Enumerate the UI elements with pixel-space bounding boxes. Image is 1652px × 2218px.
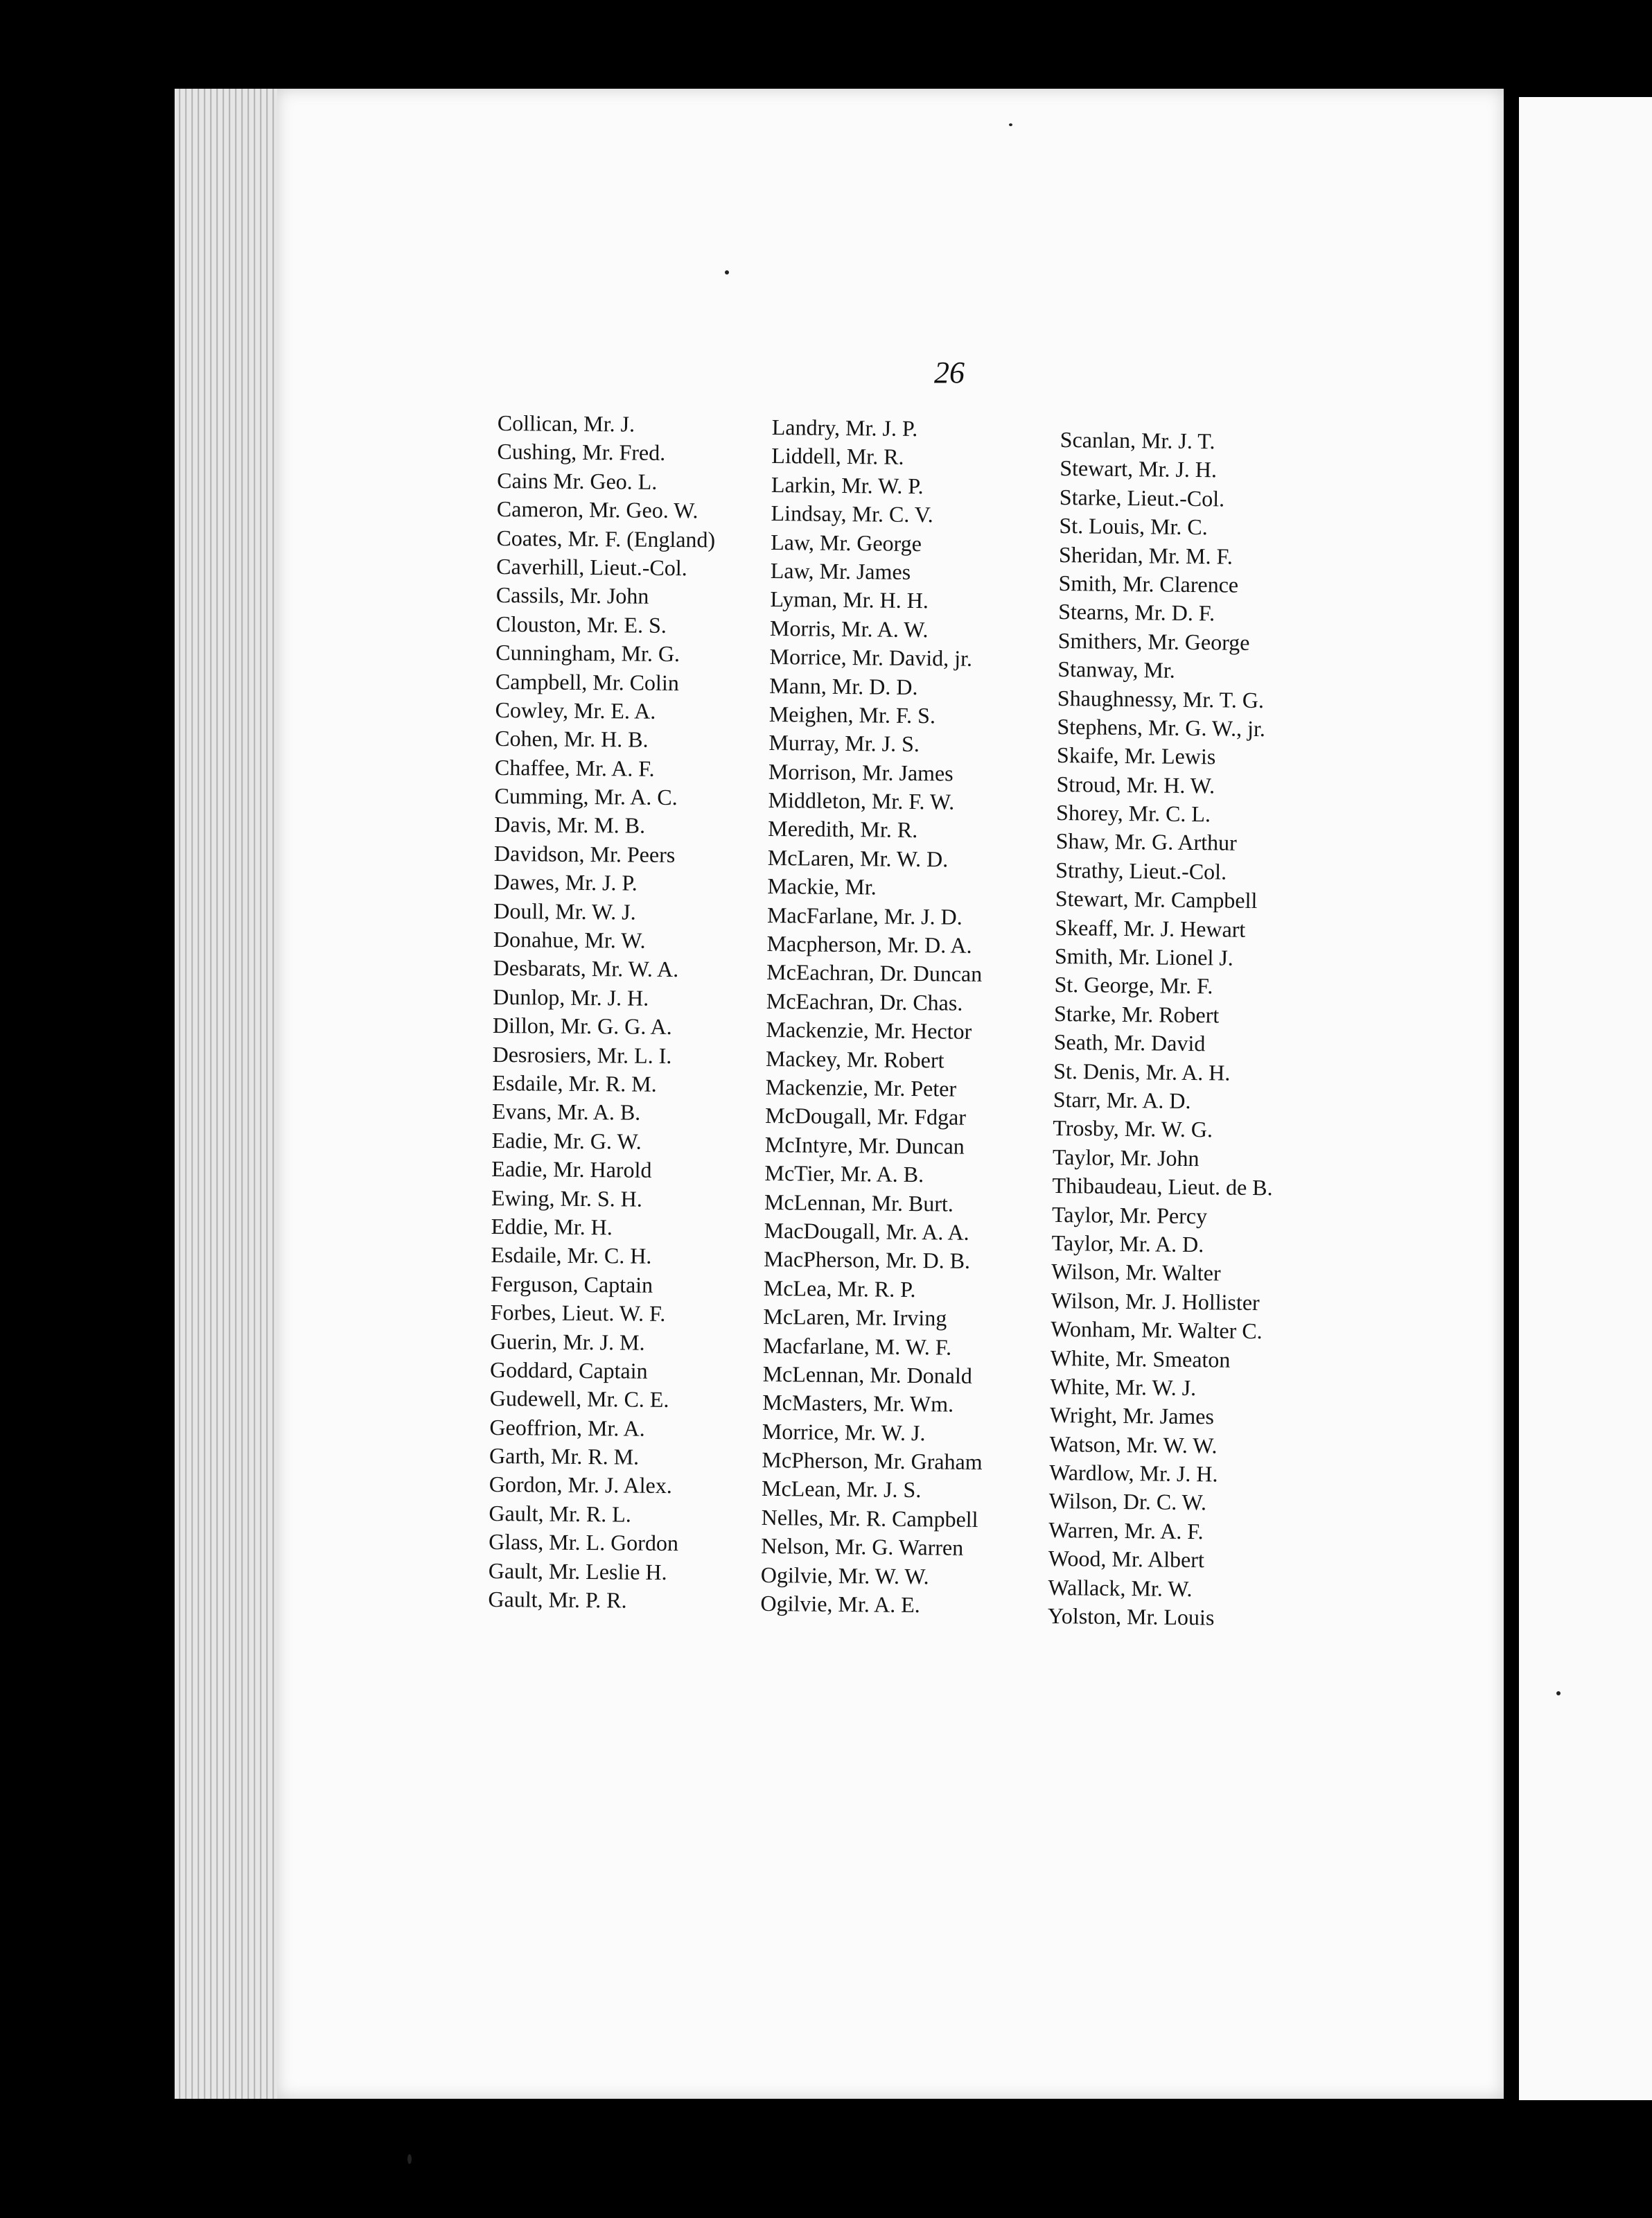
name-entry: Lyman, Mr. H. H. xyxy=(770,586,929,613)
name-entry: Collican, Mr. J. xyxy=(497,410,635,437)
name-entry: Morrice, Mr. W. J. xyxy=(762,1418,926,1445)
name-entry: Wonham, Mr. Walter C. xyxy=(1051,1316,1263,1344)
name-entry: Shaw, Mr. G. Arthur xyxy=(1055,828,1237,856)
page-edges xyxy=(175,89,285,2099)
name-entry: Davidson, Mr. Peers xyxy=(493,840,676,867)
dust-speck xyxy=(1009,123,1012,126)
dust-speck xyxy=(725,270,729,274)
dust-speck xyxy=(407,2154,412,2164)
name-entry: MacPherson, Mr. D. B. xyxy=(764,1246,971,1274)
name-entry: Starr, Mr. A. D. xyxy=(1053,1086,1191,1114)
name-entry: Glass, Mr. L. Gordon xyxy=(489,1529,679,1556)
name-entry: Trosby, Mr. W. G. xyxy=(1053,1115,1213,1142)
name-entry: Eddie, Mr. H. xyxy=(491,1213,613,1240)
name-column-1 xyxy=(488,409,716,1616)
name-entry: Law, Mr. James xyxy=(770,557,911,584)
name-entry: Gault, Mr. P. R. xyxy=(488,1586,627,1613)
name-entry: Cohen, Mr. H. B. xyxy=(495,726,649,753)
name-entry: White, Mr. W. J. xyxy=(1050,1373,1197,1401)
name-entry: St. Denis, Mr. A. H. xyxy=(1053,1058,1231,1085)
name-entry: Mann, Mr. D. D. xyxy=(769,672,918,699)
name-entry: Eadie, Mr. Harold xyxy=(491,1156,652,1182)
name-entry: Starke, Lieut.-Col. xyxy=(1059,484,1225,512)
name-entry: Scanlan, Mr. J. T. xyxy=(1060,426,1215,454)
page-number: 26 xyxy=(934,356,965,390)
name-entry: Sheridan, Mr. M. F. xyxy=(1058,541,1233,569)
name-entry: Ferguson, Captain xyxy=(490,1270,653,1298)
name-entry: Gudewell, Mr. C. E. xyxy=(489,1386,669,1413)
name-entry: Larkin, Mr. W. P. xyxy=(771,471,924,498)
name-entry: Thibaudeau, Lieut. de B. xyxy=(1052,1173,1273,1200)
name-entry: Meredith, Mr. R. xyxy=(768,816,918,843)
name-entry: Taylor, Mr. A. D. xyxy=(1051,1230,1204,1257)
name-entry: Gault, Mr. Leslie H. xyxy=(488,1557,667,1584)
name-entry: Stearns, Mr. D. F. xyxy=(1058,599,1215,626)
name-entry: Mackey, Mr. Robert xyxy=(765,1045,944,1073)
name-column-3 xyxy=(1048,426,1281,1633)
name-entry: Skeaff, Mr. J. Hewart xyxy=(1055,914,1246,942)
name-entry: Cunningham, Mr. G. xyxy=(495,640,680,667)
name-entry: White, Mr. Smeaton xyxy=(1050,1345,1231,1372)
name-entry: Eadie, Mr. G. W. xyxy=(491,1127,642,1154)
name-entry: St. George, Mr. F. xyxy=(1054,972,1213,999)
name-entry: Forbes, Lieut. W. F. xyxy=(490,1300,666,1327)
name-entry: Shaughnessy, Mr. T. G. xyxy=(1057,685,1265,713)
name-entry: Goddard, Captain xyxy=(489,1356,648,1383)
dust-speck xyxy=(1556,1691,1561,1695)
name-entry: Strathy, Lieut.-Col. xyxy=(1055,857,1227,884)
name-entry: Caverhill, Lieut.-Col. xyxy=(496,553,687,581)
name-entry: Cumming, Mr. A. C. xyxy=(494,783,678,810)
name-entry: Chaffee, Mr. A. F. xyxy=(494,754,655,781)
name-entry: Evans, Mr. A. B. xyxy=(491,1099,641,1126)
name-entry: McLea, Mr. R. P. xyxy=(763,1275,916,1302)
name-entry: Macpherson, Mr. D. A. xyxy=(766,930,972,958)
name-entry: Shorey, Mr. C. L. xyxy=(1055,800,1211,827)
name-entry: Skaife, Mr. Lewis xyxy=(1056,742,1216,769)
name-entry: McLean, Mr. J. S. xyxy=(761,1476,922,1503)
name-entry: McIntyre, Mr. Duncan xyxy=(764,1131,965,1159)
name-entry: Meighen, Mr. F. S. xyxy=(768,701,936,728)
name-entry: Middleton, Mr. F. W. xyxy=(768,787,955,814)
name-entry: Esdaile, Mr. R. M. xyxy=(492,1069,657,1097)
name-entry: Campbell, Mr. Colin xyxy=(495,668,679,695)
name-entry: Gordon, Mr. J. Alex. xyxy=(489,1472,672,1499)
name-entry: Ewing, Mr. S. H. xyxy=(491,1185,642,1212)
name-entry: Warren, Mr. A. F. xyxy=(1048,1517,1204,1544)
name-entry: Wood, Mr. Albert xyxy=(1048,1546,1205,1573)
name-entry: Macfarlane, M. W. F. xyxy=(762,1332,952,1360)
name-entry: Dawes, Mr. J. P. xyxy=(493,869,638,896)
name-entry: Wilson, Mr. Walter xyxy=(1051,1259,1221,1286)
name-entry: Geoffrion, Mr. A. xyxy=(489,1414,645,1441)
name-column-2 xyxy=(760,413,992,1620)
name-entry: Stewart, Mr. J. H. xyxy=(1060,455,1218,482)
name-entry: Wilson, Dr. C. W. xyxy=(1048,1488,1207,1515)
name-entry: Stroud, Mr. H. W. xyxy=(1056,771,1215,798)
name-entry: Wardlow, Mr. J. H. xyxy=(1048,1459,1218,1487)
name-entry: Law, Mr. George xyxy=(771,529,922,556)
name-entry: Watson, Mr. W. W. xyxy=(1049,1431,1218,1458)
name-entry: Lindsay, Mr. C. V. xyxy=(771,500,933,527)
name-entry: Seath, Mr. David xyxy=(1053,1029,1206,1056)
name-entry: Cains Mr. Geo. L. xyxy=(497,467,658,494)
name-entry: McEachran, Dr. Chas. xyxy=(766,988,963,1015)
name-entry: Yolston, Mr. Louis xyxy=(1047,1603,1215,1630)
name-entry: Smithers, Mr. George xyxy=(1057,627,1250,655)
name-entry: Smith, Mr. Clarence xyxy=(1058,570,1239,597)
name-entry: Landry, Mr. J. P. xyxy=(771,414,918,442)
name-entry: Cushing, Mr. Fred. xyxy=(497,439,666,466)
name-entry: Stewart, Mr. Campbell xyxy=(1055,886,1258,914)
name-entry: Guerin, Mr. J. M. xyxy=(490,1328,645,1355)
name-entry: Smith, Mr. Lionel J. xyxy=(1054,943,1233,970)
name-entry: Mackenzie, Mr. Peter xyxy=(765,1074,957,1101)
name-entry: Nelson, Mr. G. Warren xyxy=(761,1533,964,1560)
name-entry: Garth, Mr. R. M. xyxy=(489,1443,640,1469)
name-entry: Clouston, Mr. E. S. xyxy=(495,611,667,638)
name-entry: Cassils, Mr. John xyxy=(495,582,649,609)
name-entry: Wallack, Mr. W. xyxy=(1048,1574,1193,1601)
name-entry: Ogilvie, Mr. W. W. xyxy=(760,1562,929,1589)
name-entry: Ogilvie, Mr. A. E. xyxy=(760,1590,920,1618)
name-entry: Wilson, Mr. J. Hollister xyxy=(1051,1287,1260,1315)
name-entry: McLaren, Mr. W. D. xyxy=(767,844,949,872)
book-gutter xyxy=(1504,104,1519,2093)
name-entry: Esdaile, Mr. C. H. xyxy=(491,1242,652,1269)
name-entry: McEachran, Dr. Duncan xyxy=(766,959,983,987)
name-entry: Nelles, Mr. R. Campbell xyxy=(761,1504,978,1532)
name-entry: Mackie, Mr. xyxy=(767,873,877,900)
name-entry: St. Louis, Mr. C. xyxy=(1059,513,1208,540)
name-entry: Cameron, Mr. Geo. W. xyxy=(496,496,698,523)
name-entry: Morrice, Mr. David, jr. xyxy=(769,644,973,671)
name-entry: Donahue, Mr. W. xyxy=(493,927,646,953)
name-entry: McPherson, Mr. Graham xyxy=(762,1447,983,1475)
name-entry: Mackenzie, Mr. Hector xyxy=(766,1017,972,1045)
name-entry: Davis, Mr. M. B. xyxy=(494,812,646,839)
name-entry: Cowley, Mr. E. A. xyxy=(495,697,656,724)
name-entry: Coates, Mr. F. (England) xyxy=(496,525,716,552)
name-entry: Murray, Mr. J. S. xyxy=(768,730,920,757)
name-entry: MacFarlane, Mr. J. D. xyxy=(766,902,963,929)
name-entry: Stephens, Mr. G. W., jr. xyxy=(1057,713,1266,742)
name-entry: Desbarats, Mr. W. A. xyxy=(493,955,679,982)
name-entry: Dillon, Mr. G. G. A. xyxy=(492,1013,672,1040)
name-entry: McLennan, Mr. Donald xyxy=(762,1361,973,1388)
name-entry: Dunlop, Mr. J. H. xyxy=(493,984,649,1011)
name-entry: Starke, Mr. Robert xyxy=(1053,1000,1220,1028)
name-entry: McDougall, Mr. Fdgar xyxy=(765,1103,967,1130)
name-entry: Gault, Mr. R. L. xyxy=(489,1500,631,1527)
name-entry: Liddell, Mr. R. xyxy=(771,443,904,470)
name-entry: Desrosiers, Mr. L. I. xyxy=(492,1041,672,1068)
name-entry: Stanway, Mr. xyxy=(1057,656,1175,683)
name-entry: Taylor, Mr. John xyxy=(1052,1144,1200,1171)
name-entry: McMasters, Mr. Wm. xyxy=(762,1390,954,1417)
name-entry: McLaren, Mr. Irving xyxy=(763,1304,947,1331)
name-entry: Taylor, Mr. Percy xyxy=(1051,1201,1208,1228)
facing-page xyxy=(1519,97,1652,2100)
name-entry: MacDougall, Mr. A. A. xyxy=(764,1217,969,1245)
name-entry: McLennan, Mr. Burt. xyxy=(764,1189,954,1216)
name-entry: Wright, Mr. James xyxy=(1049,1402,1215,1429)
name-entry: Doull, Mr. W. J. xyxy=(493,898,636,925)
name-entry: Morris, Mr. A. W. xyxy=(769,615,929,642)
name-entry: Morrison, Mr. James xyxy=(768,758,954,786)
name-entry: McTier, Mr. A. B. xyxy=(764,1160,924,1187)
